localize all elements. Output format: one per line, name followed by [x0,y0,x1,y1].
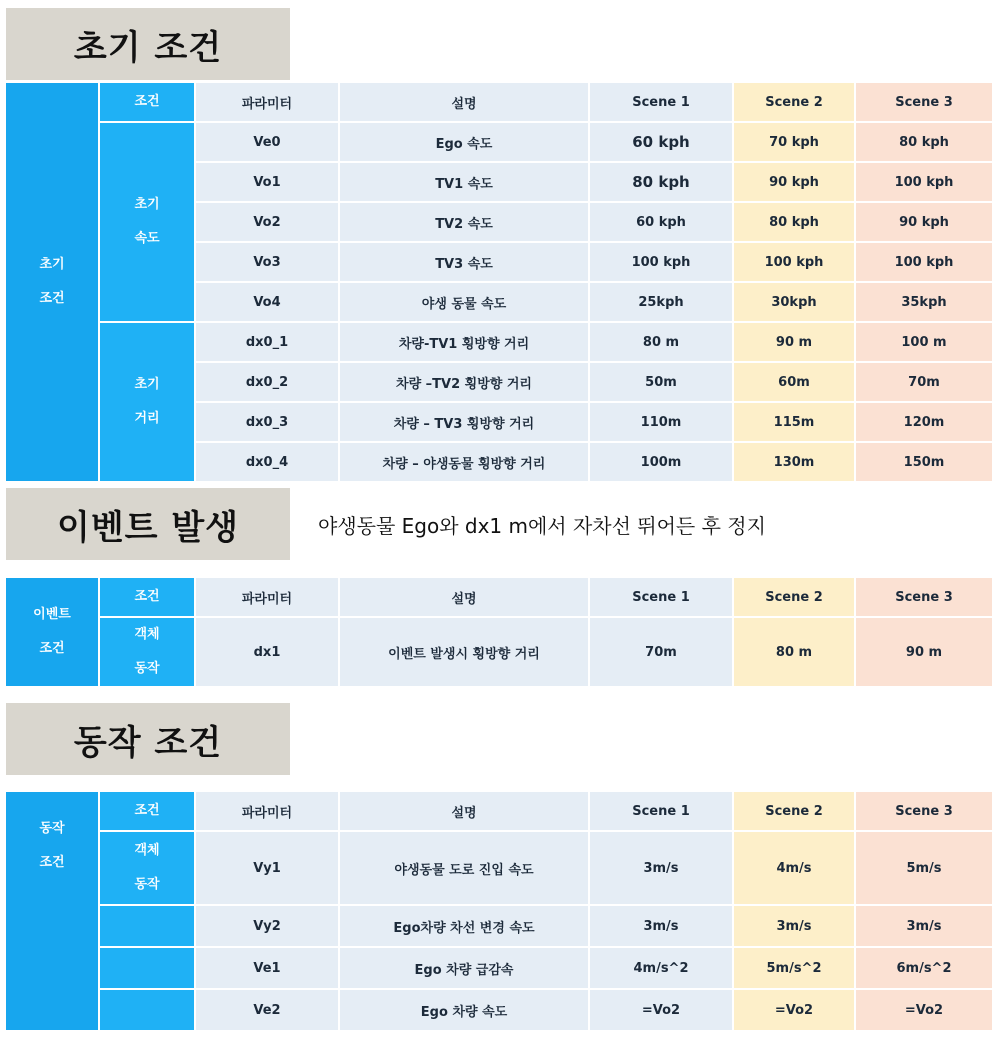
header-scene3: Scene 3 [856,792,994,832]
table-row [6,832,994,906]
scene3-cell: 90 m [856,618,994,688]
header-description: 설명 [340,792,590,832]
initial-conditions-table [6,83,994,483]
scene2-cell: 4m/s [734,832,856,906]
param-cell: dx0_4 [196,443,340,483]
group-initial-distance: 초기 거리 [100,323,196,483]
scene2-cell: 70 kph [734,123,856,163]
desc-cell: TV2 속도 [340,203,590,243]
desc-cell: 차량-TV1 횡방향 거리 [340,323,590,363]
desc-cell: 야생동물 도로 진입 속도 [340,832,590,906]
scene3-cell: 70m [856,363,994,403]
desc-cell: 차량 – 야생동물 횡방향 거리 [340,443,590,483]
scene2-cell: 115m [734,403,856,443]
header-description: 설명 [340,578,590,618]
scene2-cell: 30kph [734,283,856,323]
event-conditions-table [6,578,994,688]
group-object-action: 객체 동작 [100,832,196,906]
scene2-cell: 80 kph [734,203,856,243]
table-row [6,618,994,688]
scene1-cell: 60 kph [590,123,734,163]
scene1-cell: 80 kph [590,163,734,203]
table-row [6,906,994,948]
desc-cell: 차량 –TV2 횡방향 거리 [340,363,590,403]
param-cell: dx0_2 [196,363,340,403]
header-scene2: Scene 2 [734,83,856,123]
scene3-cell: 90 kph [856,203,994,243]
param-cell: Vo1 [196,163,340,203]
scene1-cell: =Vo2 [590,990,734,1032]
header-parameter: 파라미터 [196,578,340,618]
param-cell: dx0_1 [196,323,340,363]
param-cell: dx1 [196,618,340,688]
scene2-cell: =Vo2 [734,990,856,1032]
scene3-cell: 100 kph [856,163,994,203]
group-empty-cell [100,990,196,1032]
scene1-cell: 3m/s [590,906,734,948]
scene2-cell: 130m [734,443,856,483]
scene2-cell: 90 m [734,323,856,363]
scene3-cell: 100 kph [856,243,994,283]
desc-cell: Ego 속도 [340,123,590,163]
table-row [6,990,994,1032]
header-scene1: Scene 1 [590,578,734,618]
scene2-cell: 80 m [734,618,856,688]
desc-cell: 이벤트 발생시 횡방향 거리 [340,618,590,688]
section-title-event: 이벤트 발생 [6,488,290,560]
scene3-cell: 35kph [856,283,994,323]
scene3-cell: 150m [856,443,994,483]
scene1-cell: 4m/s^2 [590,948,734,990]
scene3-cell: 3m/s [856,906,994,948]
scene3-cell: 6m/s^2 [856,948,994,990]
desc-cell: 야생 동물 속도 [340,283,590,323]
scene3-cell: 5m/s [856,832,994,906]
scene1-cell: 50m [590,363,734,403]
desc-cell: Ego차량 차선 변경 속도 [340,906,590,948]
scene1-cell: 80 m [590,323,734,363]
header-scene1: Scene 1 [590,83,734,123]
scene2-cell: 60m [734,363,856,403]
header-condition: 조건 [100,83,196,123]
param-cell: Ve1 [196,948,340,990]
param-cell: Ve2 [196,990,340,1032]
scene1-cell: 100 kph [590,243,734,283]
scene1-cell: 25kph [590,283,734,323]
outer-label-action: 동작 조건 [6,792,100,1032]
outer-label-initial: 초기 조건 [6,83,100,483]
desc-cell: TV3 속도 [340,243,590,283]
scene3-cell: 100 m [856,323,994,363]
param-cell: Vy1 [196,832,340,906]
group-empty-cell [100,906,196,948]
param-cell: Vo2 [196,203,340,243]
header-scene3: Scene 3 [856,578,994,618]
scene2-cell: 5m/s^2 [734,948,856,990]
desc-cell: Ego 차량 급감속 [340,948,590,990]
desc-cell: TV1 속도 [340,163,590,203]
scene2-cell: 90 kph [734,163,856,203]
scene1-cell: 100m [590,443,734,483]
group-object-action: 객체 동작 [100,618,196,688]
scene2-cell: 3m/s [734,906,856,948]
header-scene3: Scene 3 [856,83,994,123]
section-title-action: 동작 조건 [6,703,290,775]
scene1-cell: 110m [590,403,734,443]
outer-label-event: 이벤트 조건 [6,578,100,688]
header-parameter: 파라미터 [196,83,340,123]
section-title-initial: 초기 조건 [6,8,290,80]
group-empty-cell [100,948,196,990]
header-scene2: Scene 2 [734,578,856,618]
param-cell: dx0_3 [196,403,340,443]
scene1-cell: 3m/s [590,832,734,906]
scene3-cell: =Vo2 [856,990,994,1032]
scene1-cell: 70m [590,618,734,688]
header-condition: 조건 [100,578,196,618]
scene2-cell: 100 kph [734,243,856,283]
header-condition: 조건 [100,792,196,832]
param-cell: Ve0 [196,123,340,163]
header-description: 설명 [340,83,590,123]
param-cell: Vy2 [196,906,340,948]
desc-cell: Ego 차량 속도 [340,990,590,1032]
param-cell: Vo4 [196,283,340,323]
event-description: 야생동물 Ego와 dx1 m에서 자차선 뛰어든 후 정지 [318,514,766,538]
table-row [6,123,994,163]
header-scene1: Scene 1 [590,792,734,832]
desc-cell: 차량 – TV3 횡방향 거리 [340,403,590,443]
header-parameter: 파라미터 [196,792,340,832]
scene1-cell: 60 kph [590,203,734,243]
table-row [6,323,994,363]
table-row [6,948,994,990]
header-scene2: Scene 2 [734,792,856,832]
param-cell: Vo3 [196,243,340,283]
scene3-cell: 120m [856,403,994,443]
scene3-cell: 80 kph [856,123,994,163]
action-conditions-table [6,792,994,1032]
group-initial-speed: 초기 속도 [100,123,196,323]
